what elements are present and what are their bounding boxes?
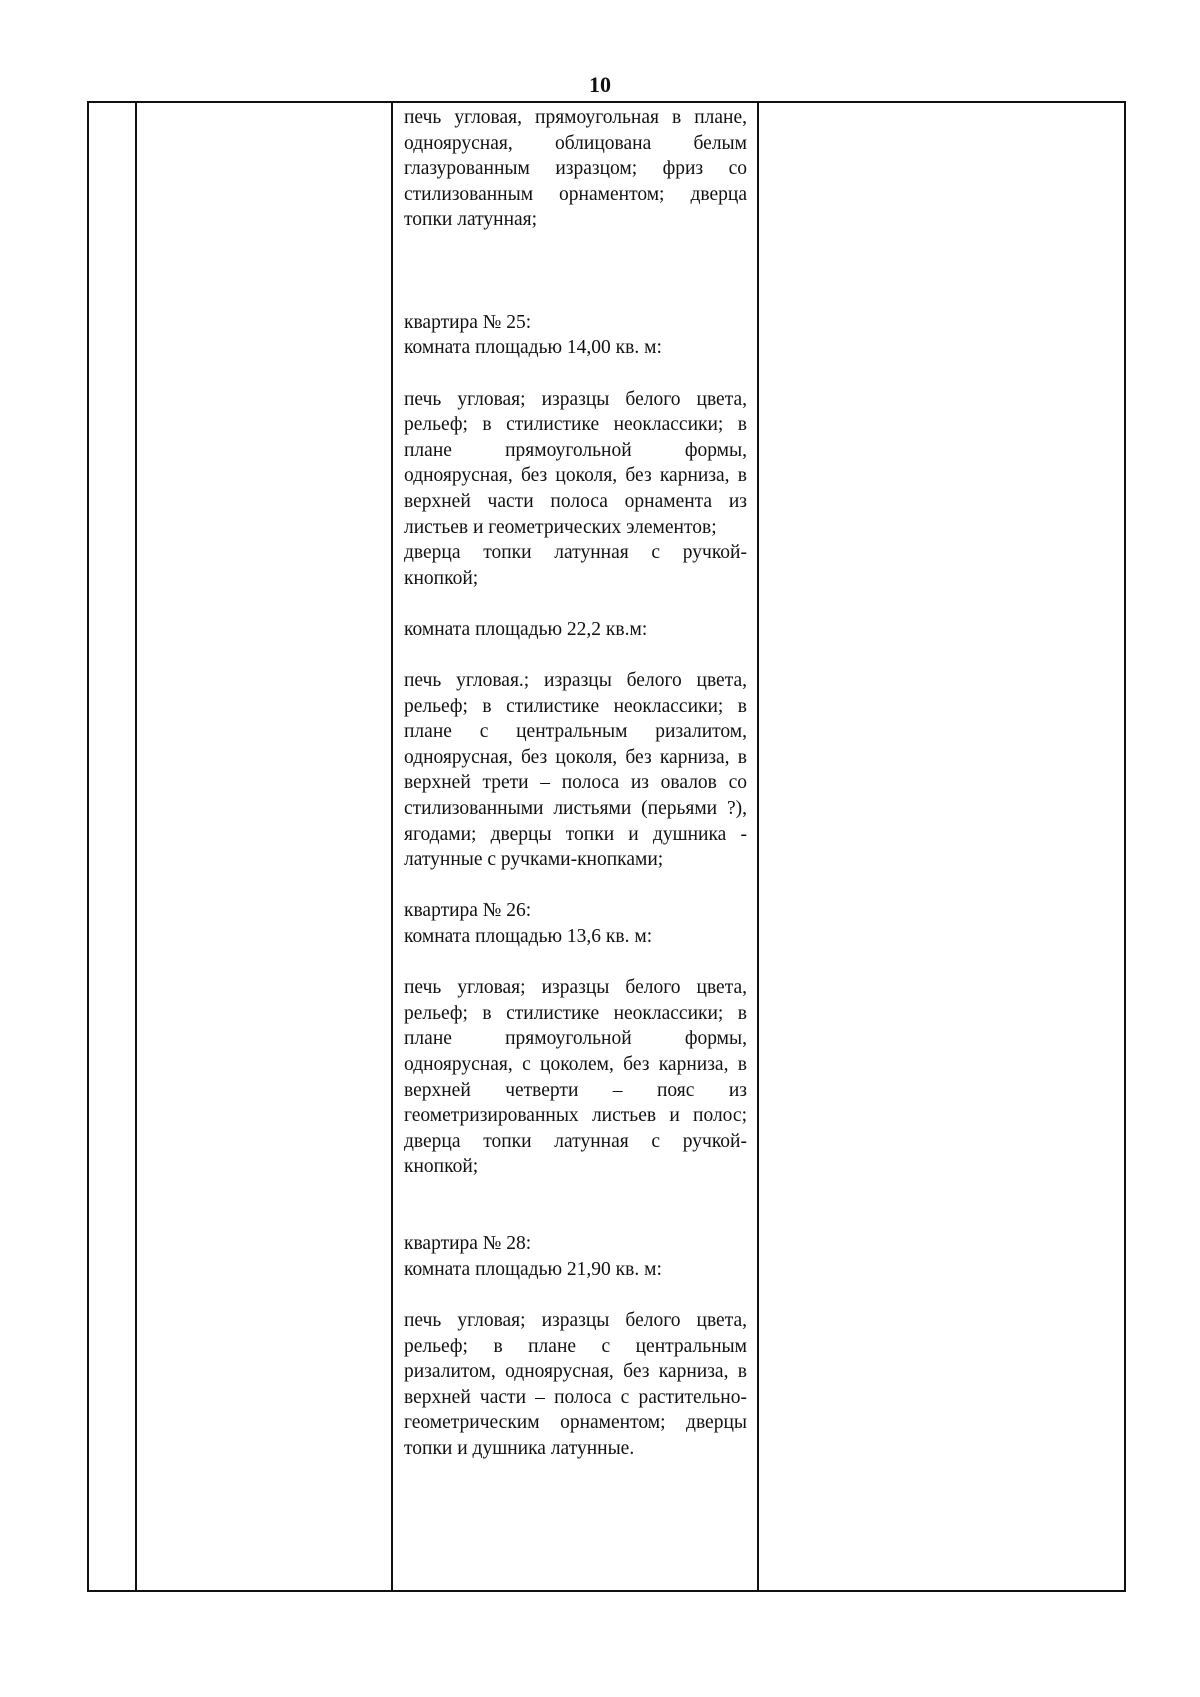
- apartment-25-room-2-description: печь угловая.; изразцы белого цвета, рельеф; в стилистике неоклассики; в плане с центральным ризалитом, одноярусная, без цоколя, без карниза, в верхней трети – полоса из овалов со стилизованными листьями (перьями ?), ягодами; дверцы топки и душника - латунные с ручками-кнопками;: [404, 670, 747, 871]
- stove-description-block-1: печь угловая, прямоугольная в плане, одноярусная, облицована белым глазурованным изразцом; фриз со стилизованным орнаментом; дверца топки латунная;: [404, 107, 747, 231]
- page-number: 10: [589, 72, 611, 97]
- apartment-26-room-label: комната площадью 13,6 кв. м:: [404, 926, 653, 948]
- apartment-28-title: квартира № 28:: [404, 1233, 532, 1255]
- object-description-table: [87, 101, 1126, 1592]
- name-cell: [136, 102, 392, 1591]
- apartment-28-room-description: печь угловая; изразцы белого цвета, рельеф; в плане с центральным ризалитом, одноярусная, без карниза, в верхней части – полоса с растительно-геометрическим орнаментом; дверцы топки и душника латунные.: [404, 1309, 747, 1459]
- number-cell: [88, 102, 136, 1591]
- apartment-26-title: квартира № 26:: [404, 900, 532, 922]
- notes-cell: [758, 102, 1125, 1591]
- description-cell: [392, 102, 758, 1591]
- apartment-25-title: квартира № 25:: [404, 311, 532, 333]
- description-content: [393, 103, 757, 1461]
- apartment-25-room-1-label: комната площадью 14,00 кв. м:: [404, 337, 662, 359]
- apartment-28-room-label: комната площадью 21,90 кв. м:: [404, 1258, 662, 1280]
- apartment-25-room-1-description: печь угловая; изразцы белого цвета, рельеф; в стилистике неоклассики; в плане прямоугольной формы, одноярусная, без цоколя, без карниза, в верхней части полоса орнамента из листьев и геометрических элементов;: [404, 388, 747, 538]
- table-row: [88, 102, 1125, 1591]
- apartment-25-room-1-door: дверца топки латунная с ручкой-кнопкой;: [404, 542, 747, 589]
- apartment-25-room-2-label: комната площадью 22,2 кв.м:: [404, 618, 648, 640]
- apartment-26-room-description: печь угловая; изразцы белого цвета, рельеф; в стилистике неоклассики; в плане прямоугольной формы, одноярусная, с цоколем, без карниза, в верхней четверти – пояс из геометризированных листьев и полос; дверца топки латунная с ручкой-кнопкой;: [404, 977, 747, 1178]
